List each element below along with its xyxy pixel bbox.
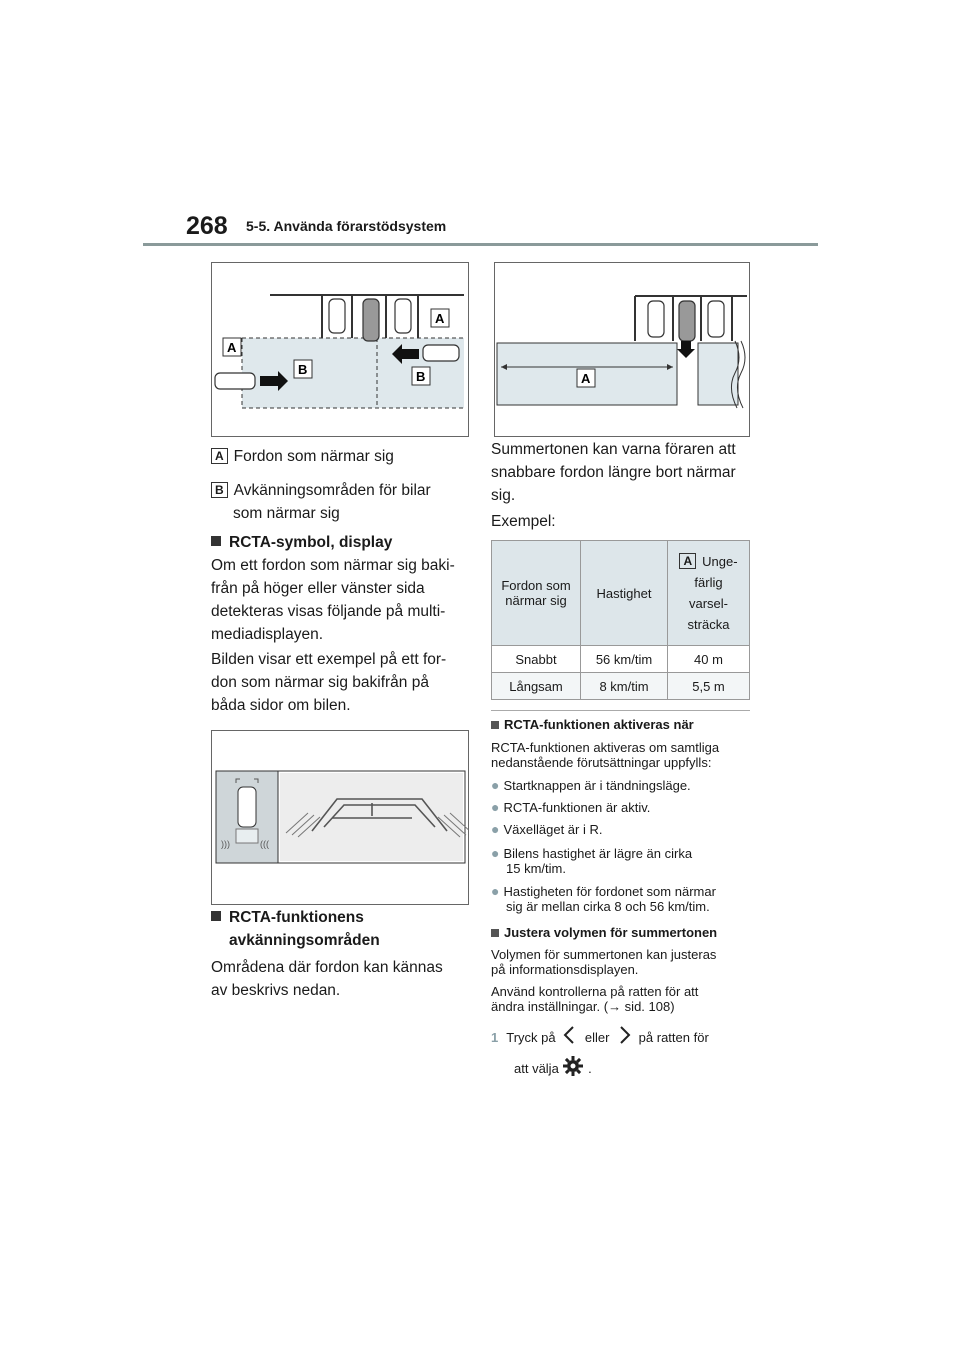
paragraph-detection-areas: Områdena där fordon kan kännas av beskrivs nedan.	[211, 959, 443, 999]
caption-a	[211, 445, 394, 468]
paragraph-controls: Använd kontrollerna på ratten för att ändra inställningar. (→ sid. 108)	[491, 984, 699, 1014]
heading-rcta-symbol: RCTA-symbol, display	[211, 531, 392, 554]
table-row: Långsam 8 km/tim 5,5 m	[492, 673, 750, 700]
bullet-dot-icon: ●	[491, 799, 500, 815]
table-row: Snabbt 56 km/tim 40 m	[492, 646, 750, 673]
square-bullet-icon	[211, 536, 221, 546]
list-item: ● RCTA-funktionen är aktiv.	[491, 799, 651, 815]
heading-detection-areas: RCTA-funktionens	[211, 906, 364, 929]
heading-activation: RCTA-funktionen aktiveras när	[491, 717, 694, 732]
caption-b	[211, 479, 431, 502]
header-rule	[143, 243, 818, 246]
chevron-left-icon	[559, 1024, 581, 1053]
page-number: 268	[186, 212, 228, 240]
square-bullet-icon	[211, 911, 221, 921]
figure1-label-a-2: A	[435, 311, 445, 326]
heading-volume: Justera volymen för summertonen	[491, 925, 717, 940]
speed-distance-table	[491, 540, 750, 700]
bullet-dot-icon: ●	[491, 845, 500, 861]
square-bullet-icon	[491, 721, 499, 729]
heading-detection-areas-2: avkänningsområden	[229, 932, 380, 949]
caption-a-text: Fordon som närmar sig	[233, 448, 394, 465]
figure-detection-range	[494, 262, 750, 437]
figure-multimedia-display	[211, 730, 469, 905]
table-header-vehicle: Fordon som närmar sig	[492, 541, 581, 646]
list-item: ● Bilens hastighet är lägre än cirka 15 km/tim.	[491, 845, 693, 876]
bullet-dot-icon: ●	[491, 821, 500, 837]
gear-icon	[562, 1055, 584, 1084]
caption-b-badge: B	[211, 482, 228, 498]
list-item: ● Växelläget är i R.	[491, 821, 603, 837]
chevron-right-icon	[613, 1024, 635, 1053]
step-1: 1 Tryck på eller på ratten för	[491, 1024, 709, 1053]
paragraph-activation: RCTA-funktionen aktiveras om samtliga nedanstående förutsättningar uppfylls:	[491, 740, 720, 770]
svg-text:))): )))	[221, 839, 230, 849]
table-header-badge: A	[679, 553, 696, 569]
figure-detection-zones	[211, 262, 469, 437]
figure2-label-a: A	[581, 371, 591, 386]
list-item: ● Hastigheten för fordonet som närmar sig är mellan cirka 8 och 56 km/tim.	[491, 883, 716, 914]
figure1-label-b-2: B	[416, 369, 426, 384]
svg-text:(((: (((	[260, 839, 269, 849]
table-header-speed: Hastighet	[581, 541, 668, 646]
square-bullet-icon	[491, 929, 499, 937]
list-item: ● Startknappen är i tändningsläge.	[491, 777, 691, 793]
paragraph-buzzer: Summertonen kan varna föraren att snabbare fordon längre bort närmar sig.	[491, 441, 736, 504]
figure1-label-b: B	[298, 362, 308, 377]
figure1-label-a: A	[227, 340, 237, 355]
paragraph-rcta-symbol: Om ett fordon som närmar sig baki- från på höger eller vänster sida detekteras visas följande på multi- mediadisplayen.	[211, 557, 455, 643]
step-1-continued: att välja .	[514, 1055, 592, 1084]
section-title: 5-5. Använda förarstödsystem	[246, 218, 447, 234]
bullet-dot-icon: ●	[491, 883, 500, 899]
paragraph-example-image: Bilden visar ett exempel på ett for- don som närmar sig bakifrån på båda sidor om bilen.	[211, 651, 447, 714]
step-number: 1	[491, 1029, 499, 1045]
bullet-dot-icon: ●	[491, 777, 500, 793]
caption-b-text-1: Avkänningsområden för bilar	[233, 482, 431, 499]
example-label: Exempel:	[491, 513, 556, 530]
caption-b-text-2: som närmar sig	[233, 505, 340, 522]
section-divider	[491, 710, 750, 711]
caption-a-badge: A	[211, 448, 228, 464]
paragraph-volume: Volymen för summertonen kan justeras på informationsdisplayen.	[491, 947, 717, 977]
table-header-distance: A Unge- färlig varsel- sträcka	[668, 541, 750, 646]
